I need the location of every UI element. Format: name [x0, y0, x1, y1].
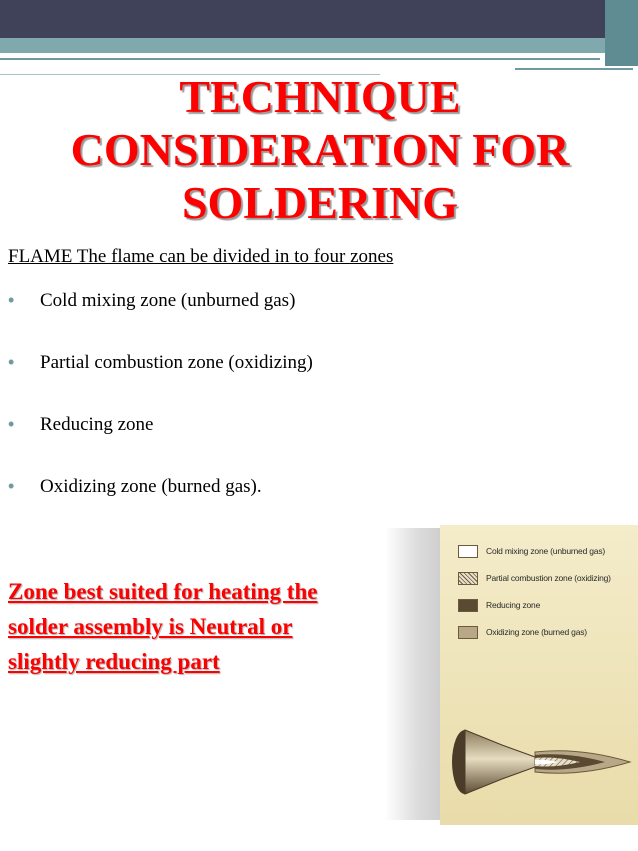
bullet-list: [8, 290, 313, 538]
legend-swatch: [458, 545, 478, 558]
title-line: CONSIDERATION FOR: [70, 124, 570, 175]
torch-tip-icon: [465, 730, 535, 794]
bullet-dot-icon: •: [8, 476, 15, 496]
legend-label: Oxidizing zone (burned gas): [486, 627, 587, 637]
bullet-dot-icon: •: [8, 414, 15, 434]
callout-text: [8, 574, 398, 679]
legend-swatch: [458, 572, 478, 585]
top-band-accent: [605, 0, 638, 66]
bullet-text: Partial combustion zone (oxidizing): [40, 352, 313, 373]
top-band-teal: [0, 38, 638, 53]
bullet-text: Oxidizing zone (burned gas).: [40, 476, 262, 497]
list-item: [8, 476, 313, 538]
callout-line: solder assembly is Neutral or: [8, 614, 293, 639]
legend-row: [458, 542, 605, 560]
top-band-line: [0, 58, 600, 60]
list-item: [8, 290, 313, 352]
title-line: TECHNIQUE: [179, 71, 461, 122]
title-line: SOLDERING: [181, 177, 459, 228]
callout-line: slightly reducing part: [8, 649, 220, 674]
legend-swatch: [458, 599, 478, 612]
bullet-dot-icon: •: [8, 290, 15, 310]
legend-row: [458, 569, 611, 587]
list-item: [8, 414, 313, 476]
legend-row: [458, 623, 587, 641]
bullet-dot-icon: •: [8, 352, 15, 372]
legend-swatch: [458, 626, 478, 639]
top-bar: [0, 0, 638, 38]
bullet-text: Reducing zone: [40, 414, 154, 435]
slide-title: [30, 70, 610, 229]
legend-row: [458, 596, 540, 614]
legend-label: Reducing zone: [486, 600, 541, 610]
callout-line: Zone best suited for heating the: [8, 579, 318, 604]
figure-shadow: [385, 528, 440, 820]
legend-label: Partial combustion zone (oxidizing): [486, 573, 611, 583]
lead-text: FLAME The flame can be divided in to four zones: [8, 246, 394, 267]
list-item: [8, 352, 313, 414]
bullet-text: Cold mixing zone (unburned gas): [40, 290, 296, 311]
legend-label: Cold mixing zone (unburned gas): [486, 546, 606, 556]
